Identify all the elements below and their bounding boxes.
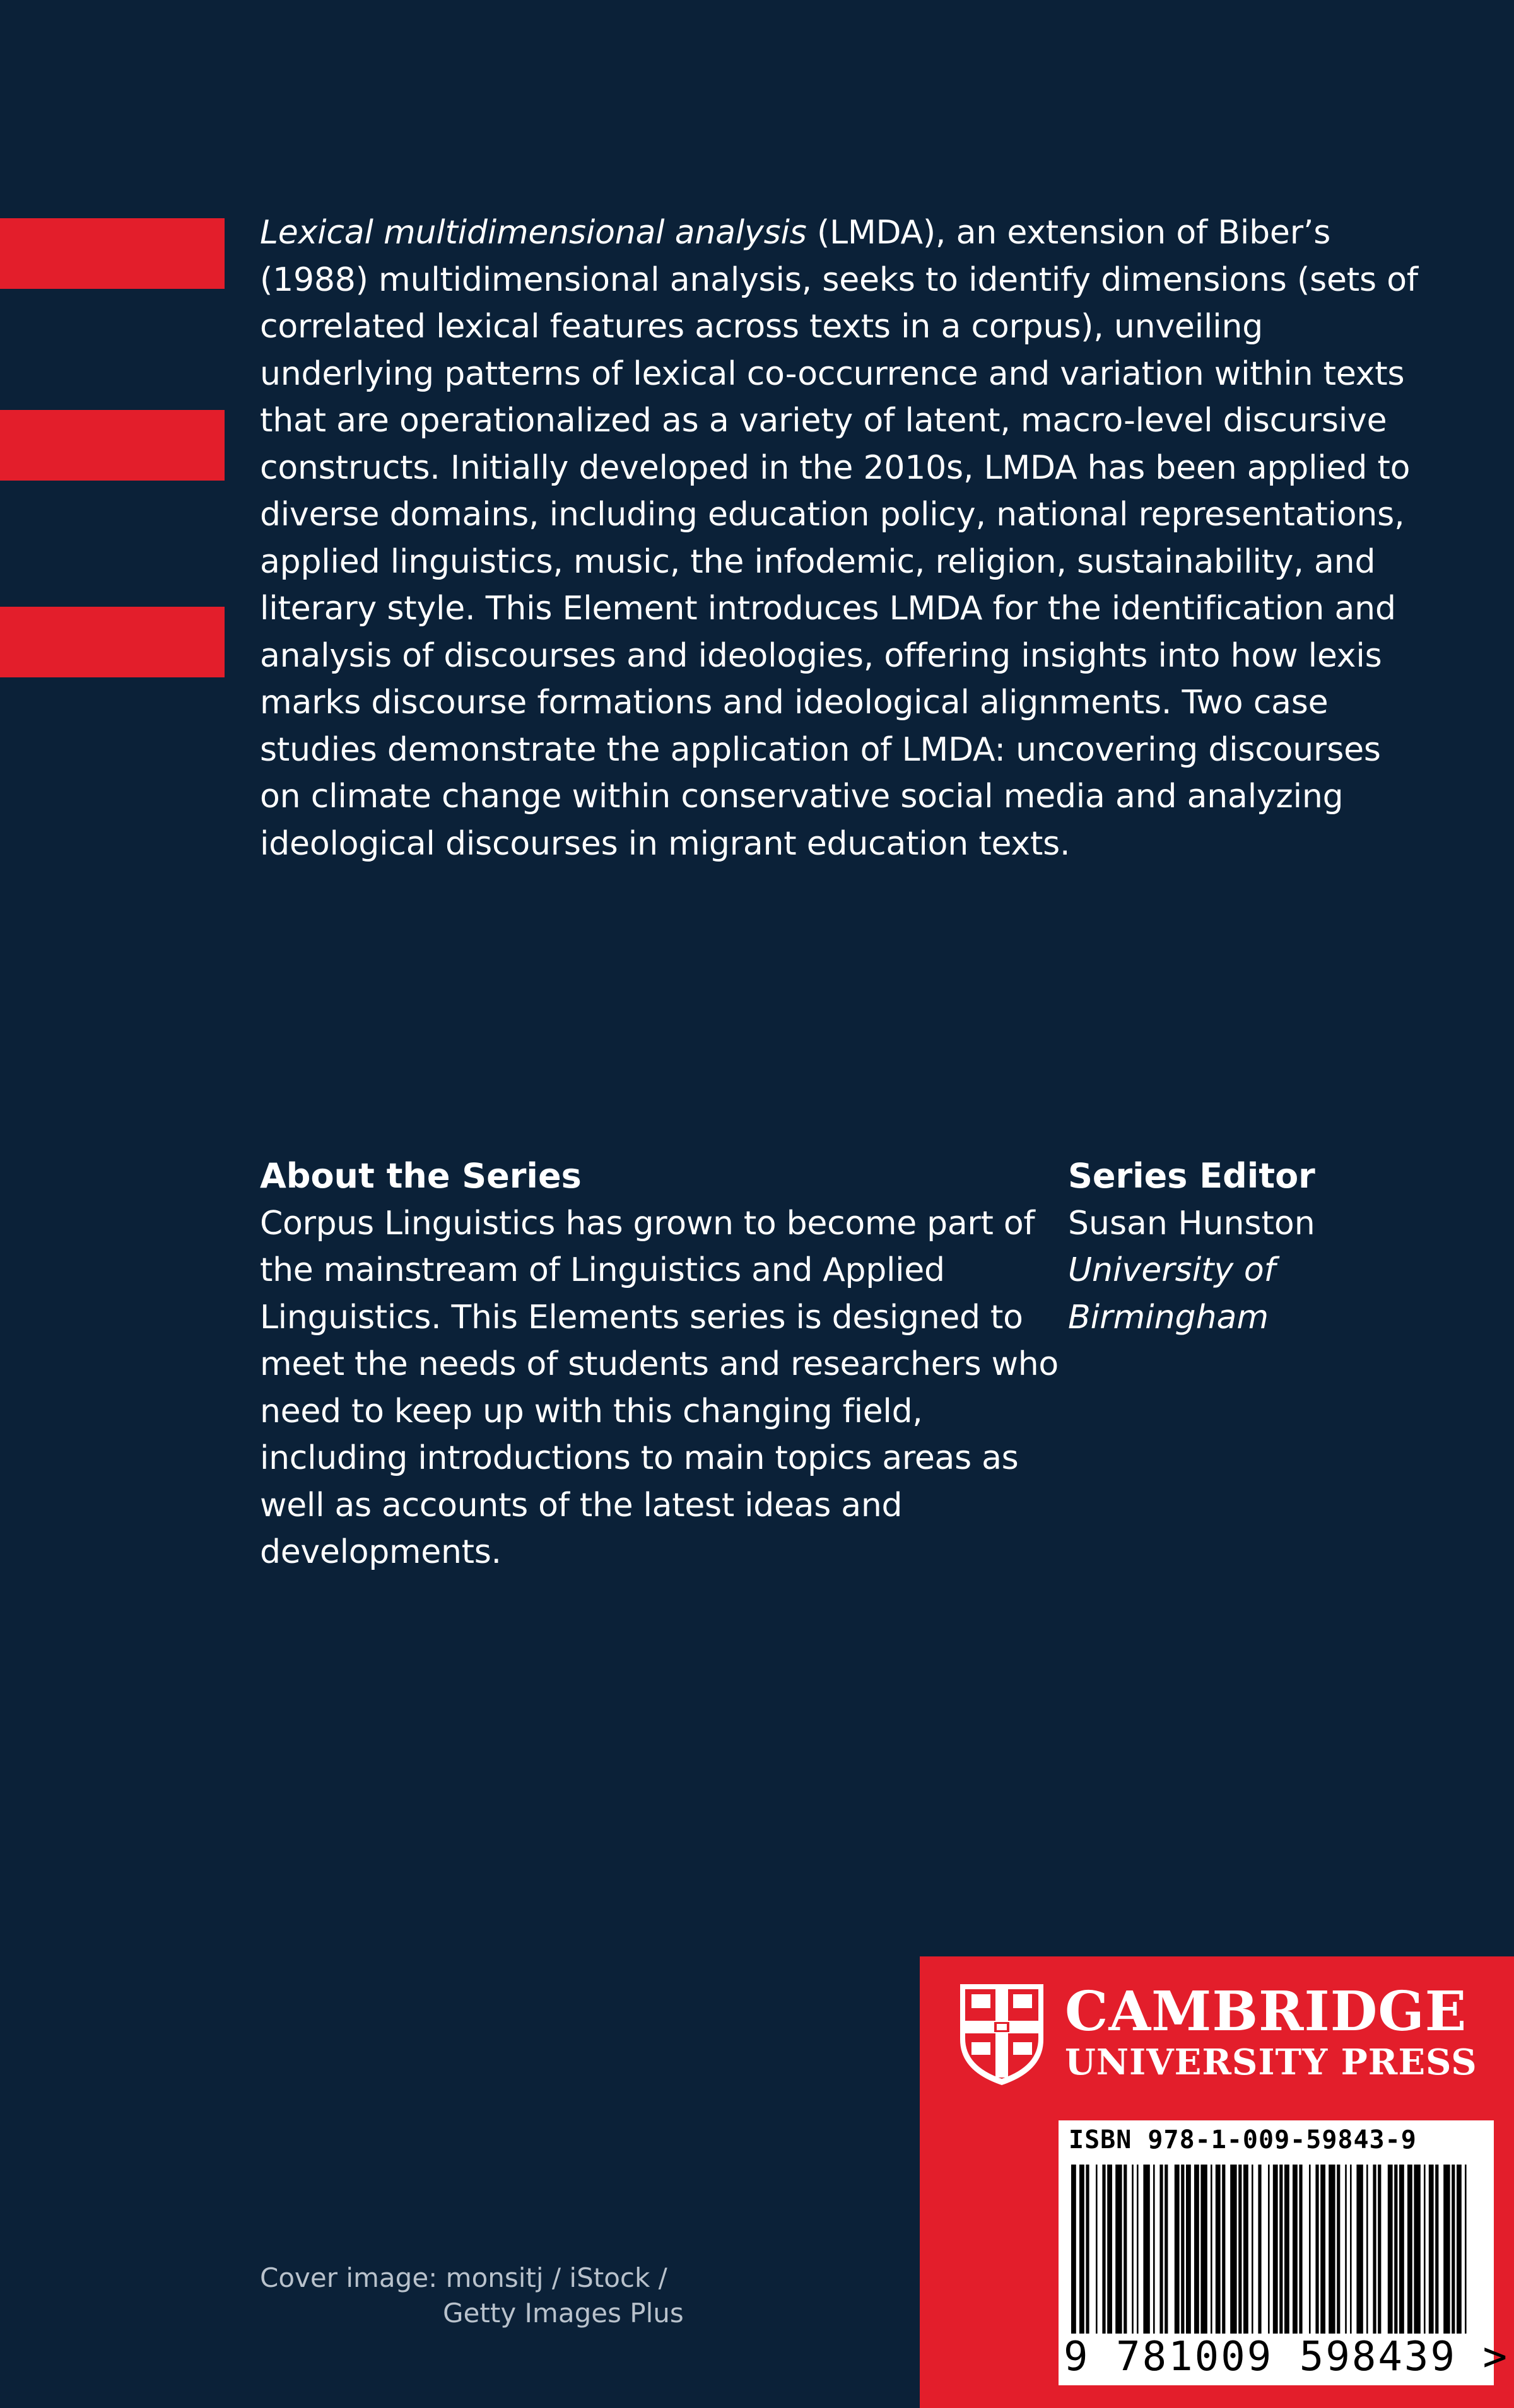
series-editor-affiliation-2: Birmingham	[1068, 1298, 1269, 1336]
blurb-text: (LMDA), an extension of Biber’s (1988) multidimensional analysis, seeks to identify dimensions (sets of correlated lexical features across texts in a corpus), unveiling underlying patterns of lexical co-occurrence and variation within texts that are operationalized as a variety of latent, macro-level discursive constructs. Initially developed in the 2010s, LMDA has been applied to diverse domains, including education policy, national representations, applied linguistics, music, the infodemic, religion, sustainability, and literary style. This Element introduces LMDA for the identification and analysis of discourses and ideologies, offering insights into how lexis marks discourse formations and ideological alignments. Two case studies demonstrate the application of LMDA: uncovering discourses on climate change within conservative social media and analyzing ideological discourses in migrant education texts.	[260, 214, 1418, 863]
publisher-name-line-1: CAMBRIDGE	[1065, 1980, 1467, 2043]
red-accent-bar-2	[0, 410, 225, 481]
blurb-term: Lexical multidimensional analysis	[260, 214, 807, 252]
series-editor-name: Susan Hunston	[1068, 1204, 1315, 1242]
isbn-barcode	[1059, 2120, 1510, 2385]
book-blurb	[260, 209, 1421, 867]
series-editor-affiliation-1: University of	[1068, 1251, 1276, 1289]
publisher-panel	[920, 1956, 1514, 2408]
about-series-section	[260, 1153, 1061, 1576]
credit-line-2: Getty Images Plus	[443, 2298, 684, 2329]
cover-image-credit	[260, 2260, 701, 2331]
credit-line-1: Cover image: monsitj / iStock /	[260, 2262, 667, 2293]
series-editor-section	[1068, 1153, 1421, 1341]
red-accent-bar-1	[0, 218, 225, 289]
barcode-digits: 9 781009 598439 >	[1064, 2334, 1510, 2380]
publisher-name-line-2: UNIVERSITY PRESS	[1065, 2042, 1477, 2083]
red-accent-bar-3	[0, 607, 225, 677]
about-series-heading: About the Series	[260, 1156, 582, 1196]
barcode-bars	[1069, 2165, 1472, 2334]
publisher-name	[1065, 1980, 1477, 2081]
cambridge-crest-icon	[958, 1982, 1046, 2088]
about-series-body: Corpus Linguistics has grown to become part of the mainstream of Linguistics and Applied Linguistics. This Elements series is designed to meet the needs of students and researchers who need to keep up with this changing field, including introductions to main topics areas as well as accounts of the latest ideas and developments.	[260, 1204, 1059, 1571]
isbn-label: ISBN 978-1-009-59843-9	[1069, 2125, 1417, 2154]
series-editor-heading: Series Editor	[1068, 1156, 1315, 1196]
